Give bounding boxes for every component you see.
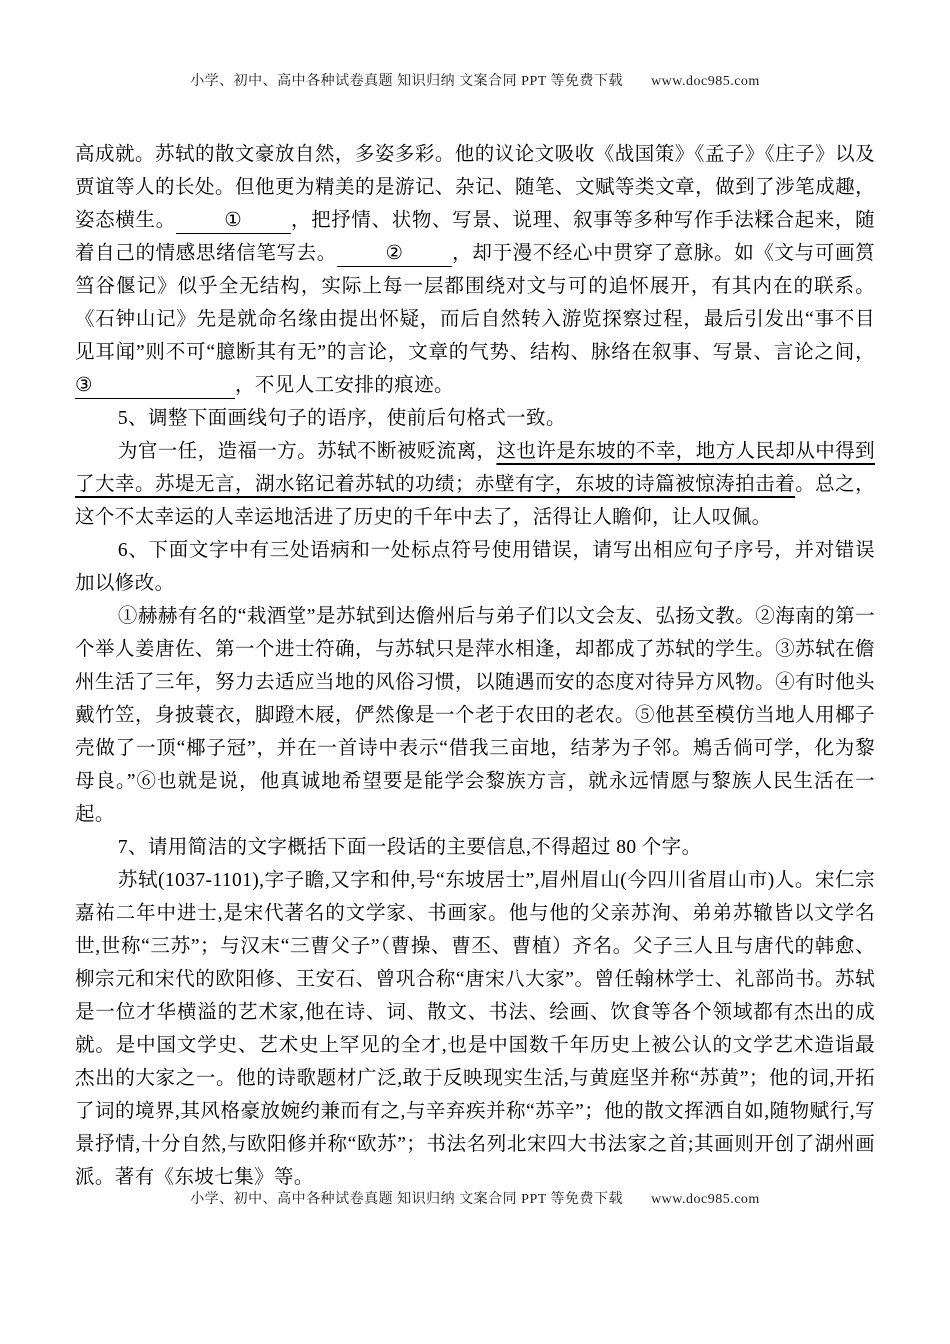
p1-text-1: 高成就。苏轼的散文豪放自然，多姿多彩。他的议论文吸收《战国策》《孟子》《庄子》以及贾谊等人的长处。但他更为精美的是游记、杂记、随笔、文赋等类文章，做到了涉笔成趣，姿态横生。 [75,144,875,231]
q5-underlined-sentence: 这也许是东坡的不幸，地方人民却从中得到了大幸。苏堤无言，湖水铭记着苏轼的功绩；赤壁有字，东坡的诗篇被惊涛拍击着 [75,441,875,495]
fill-in-blank-3 [75,374,235,399]
fill-in-blank-2 [337,242,452,267]
question-6-passage: ①赫赫有名的“栽酒堂”是苏轼到达儋州后与弟子们以文会友、弘扬文教。②海南的第一个举人姜唐佐、第一个进士符确，与苏轼只是萍水相逢，却都成了苏轼的学生。③苏轼在儋州生活了三年，努力去适应当地的风俗习惯，以随遇而安的态度对待异方风物。④有时他头戴竹笠，身披蓑衣，脚蹬木屐，俨然像是一个老于农田的老农。⑤他甚至模仿当地人用椰子壳做了一顶“椰子冠”，并在一首诗中表示“借我三亩地，结茅为子邻。鴂舌倘可学，化为黎母良。”⑥也就是说，他真诚地希望要是能学会黎族方言，就永远情愿与黎族人民生活在一起。 [75,606,875,825]
question-5-passage [75,435,875,534]
question-7-title: 7、请用简洁的文字概括下面一段话的主要信息,不得超过 80 个字。 [117,837,702,858]
question-7-passage: 苏轼(1037-1101),字子瞻,又字和仲,号“东坡居士”,眉州眉山(今四川省眉山市)人。宋仁宗嘉祐二年中进士,是宋代著名的文学家、书画家。他与他的父亲苏洵、弟弟苏辙皆以文学名世,世称“三苏”；与汉末“三曹父子”（曹操、曹丕、曹植）齐名。父子三人且与唐代的韩愈、柳宗元和宋代的欧阳修、王安石、曾巩合称“唐宋八大家”。曾任翰林学士、礼部尚书。苏轼是一位才华横溢的艺术家,他在诗、词、散文、书法、绘画、饮食等各个领域都有杰出的成就。是中国文学史、艺术史上罕见的全才,也是中国数千年历史上被公认的文学艺术造诣最杰出的大家之一。他的诗歌题材广泛,敢于反映现实生活,与黄庭坚并称“苏黄”；他的词,开拓了词的境界,其风格豪放婉约兼而有之,与辛弃疾并称“苏辛”；他的散文挥洒自如,随物赋行,写景抒情,十分自然,与欧阳修并称“欧苏”；书法名列北宋四大书法家之首;其画则开创了湖州画派。著有《东坡七集》等。 [75,870,875,1188]
footer-site-url: www.doc985.com [651,1192,760,1207]
q5-text-2: 。总之，这个不太幸运的人幸运地活进了历史的千年中去了，活得让人瞻仰，让人叹佩。 [75,474,875,528]
question-5-title: 5、调整下面画线句子的语序，使前后句格式一致。 [117,408,566,429]
blank-1-number: ① [224,210,243,231]
header-site-url: www.doc985.com [651,74,760,89]
paragraph-prose-continuation [75,138,875,402]
blank-3-number: ③ [75,375,93,396]
blank-2-number: ② [385,243,404,264]
p1-text-2: ，把抒情、状物、写景、说理、叙事等多种写作手法糅合起来，随着自己的情感思绪信笔写去。 [75,210,875,264]
footer-promo-text: 小学、初中、高中各种试卷真题 知识归纳 文案合同 PPT 等免费下载 [190,1192,624,1207]
q5-text-1: 为官一任，造福一方。苏轼不断被贬流离， [117,441,497,462]
question-6-title: 6、下面文字中有三处语病和一处标点符号使用错误，请写出相应句子序号，并对错误加以修改。 [75,540,875,594]
p1-text-3: ，却于漫不经心中贯穿了意脉。如《文与可画筼筜谷偃记》似乎全无结构，实际上每一层都围绕对文与可的追怀展开，有其内在的联系。《石钟山记》先是就命名缘由提出怀疑，而后自然转入游览探察过程，最后引发出“事不目见耳闻”则不可“臆断其有无”的言论，文章的气势、结构、脉络在叙事、写景、言论之间， [75,243,876,363]
p1-text-4: ，不见人工安排的痕迹。 [235,375,454,396]
page-header [0,70,950,90]
document-body [75,138,875,1194]
header-promo-text: 小学、初中、高中各种试卷真题 知识归纳 文案合同 PPT 等免费下载 [190,74,624,89]
fill-in-blank-1 [176,209,291,234]
page-footer [0,1188,950,1208]
